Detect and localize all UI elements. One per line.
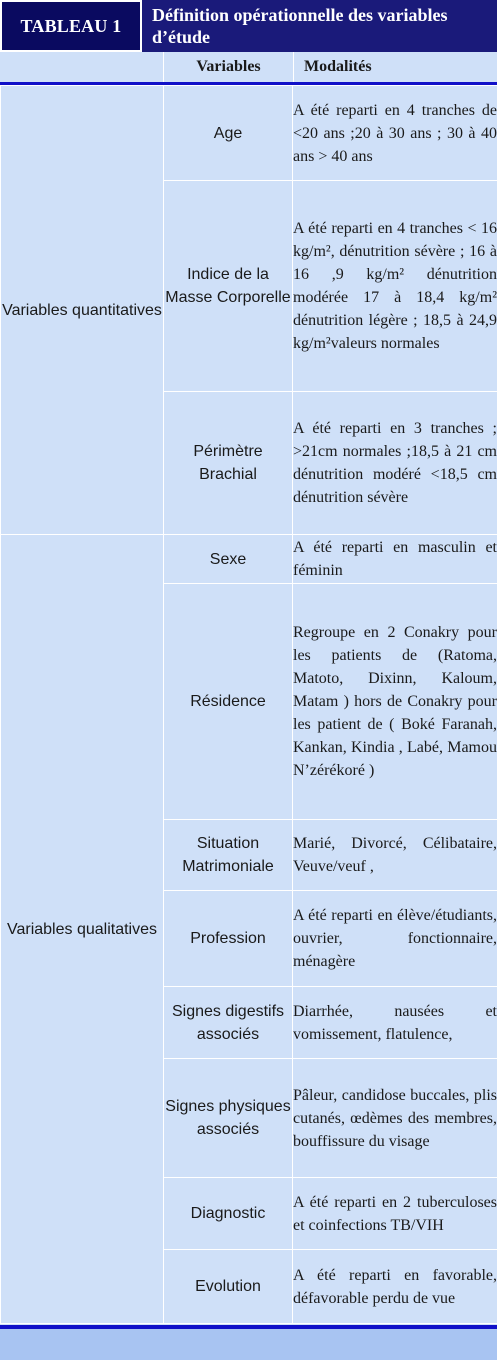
table-title-bar: [0, 0, 497, 52]
header-variables: Variables: [163, 52, 293, 82]
variable-cell: Sexe: [164, 535, 293, 584]
modalites-cell: A été reparti en favorable, défavorable perdu de vue: [293, 1250, 497, 1324]
table-row: [1, 86, 497, 181]
modalites-cell: Diarrhée, nausées et vomissement, flatulence,: [293, 987, 497, 1059]
variable-cell: Profession: [164, 891, 293, 987]
table-body: [0, 85, 497, 1324]
table-title: Définition opérationnelle des variables d’étude: [152, 5, 448, 47]
modalites-cell: A été reparti en 3 tranches ; >21cm normales ;18,5 à 21 cm dénutrition modéré <18,5 cm dénutrition sévère: [293, 392, 497, 535]
table-footer-band: [0, 1329, 497, 1360]
table-header-row: [0, 52, 497, 85]
variable-cell: Signes digestifs associés: [164, 987, 293, 1059]
header-group-cell: [0, 52, 163, 82]
variable-cell: Age: [164, 86, 293, 181]
modalites-cell: Pâleur, candidose buccales, plis cutanés, œdèmes des membres, bouffissure du visage: [293, 1059, 497, 1178]
table-number-label: TABLEAU 1: [0, 0, 142, 52]
modalites-cell: A été reparti en masculin et féminin: [293, 535, 497, 584]
variable-cell: Diagnostic: [164, 1178, 293, 1250]
modalites-cell: A été reparti en 2 tuberculoses et coinfections TB/VIH: [293, 1178, 497, 1250]
modalites-cell: Marié, Divorcé, Célibataire, Veuve/veuf ,: [293, 820, 497, 891]
modalites-cell: A été reparti en élève/étudiants, ouvrier, fonctionnaire, ménagère: [293, 891, 497, 987]
header-modalites: Modalités: [293, 52, 497, 82]
modalites-cell: A été reparti en 4 tranches < 16 kg/m², dénutrition sévère ; 16 à 16 ,9 kg/m² dénutrition modérée 17 à 18,4 kg/m² dénutrition légère ; 18,5 à 24,9 kg/m²valeurs normales: [293, 181, 497, 392]
modalites-cell: Regroupe en 2 Conakry pour les patients de (Ratoma, Matoto, Dixinn, Kaloum, Matam ) hors de Conakry pour les patient de ( Boké Faranah, Kankan, Kindia , Labé, Mamou N’zérékoré ): [293, 584, 497, 820]
table-row: [1, 535, 497, 584]
variable-cell: Situation Matrimoniale: [164, 820, 293, 891]
modalites-cell: A été reparti en 4 tranches de <20 ans ;20 à 30 ans ; 30 à 40 ans > 40 ans: [293, 86, 497, 181]
group-label-qualitatives: Variables qualitatives: [1, 535, 164, 1324]
group-label-quantitatives: Variables quantitatives: [1, 86, 164, 535]
variable-cell: Périmètre Brachial: [164, 392, 293, 535]
variable-cell: Signes physiques associés: [164, 1059, 293, 1178]
variable-cell: Résidence: [164, 584, 293, 820]
variable-cell: Evolution: [164, 1250, 293, 1324]
variable-cell: Indice de la Masse Corporelle: [164, 181, 293, 392]
